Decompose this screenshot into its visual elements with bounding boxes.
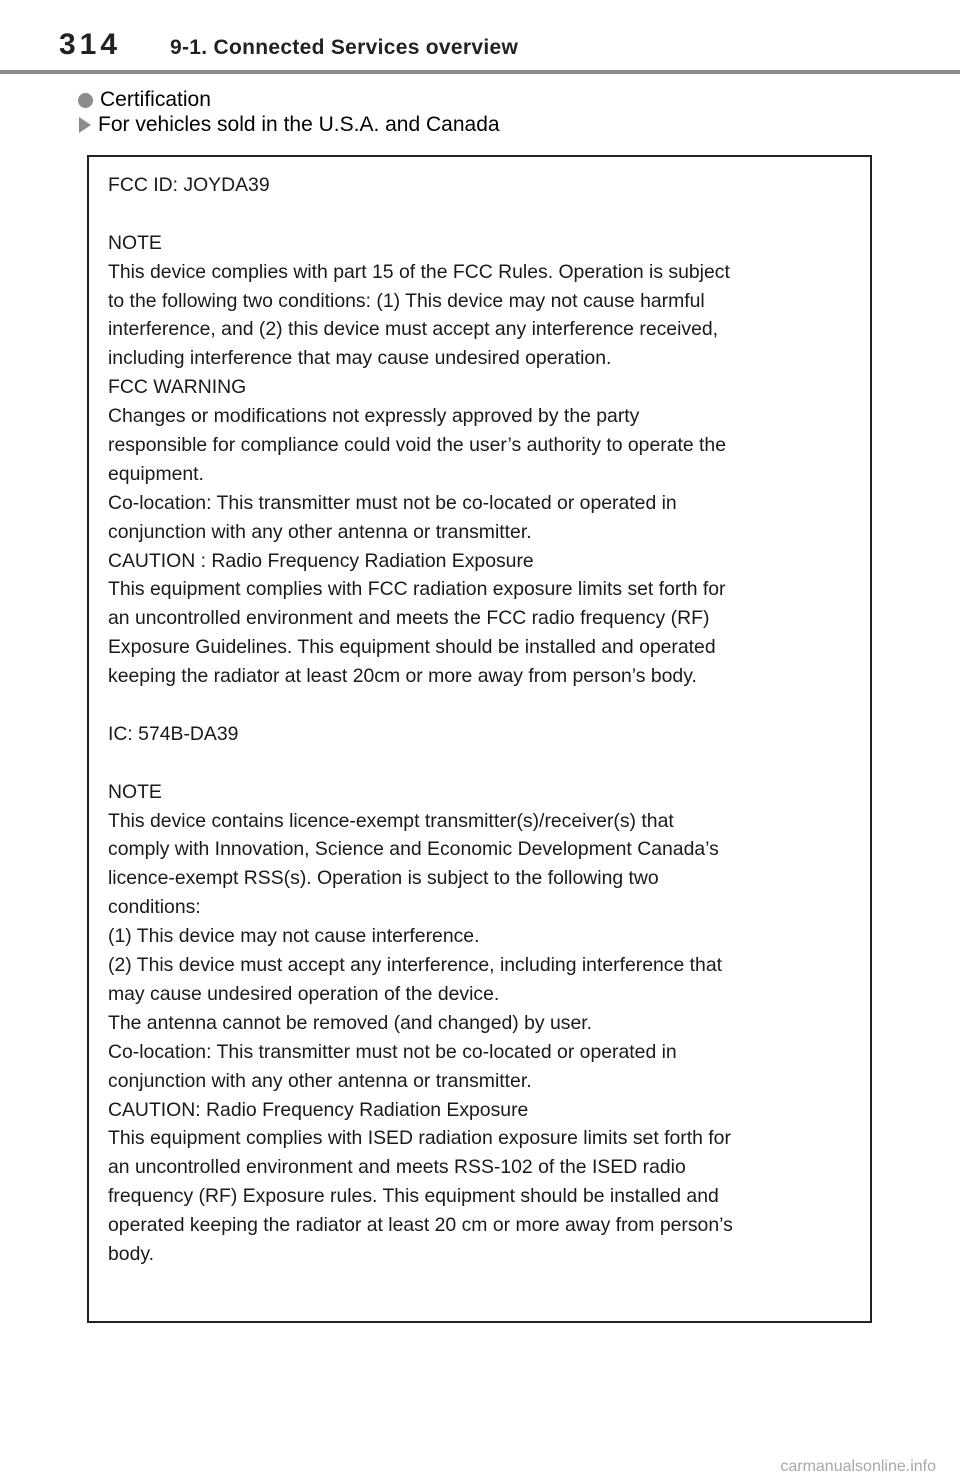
label-line: Exposure Guidelines. This equipment should be installed and operated bbox=[108, 636, 716, 659]
label-line: Changes or modifications not expressly approved by the party bbox=[108, 405, 640, 428]
label-line bbox=[108, 691, 868, 720]
label-line: NOTE bbox=[108, 231, 162, 254]
certification-label-image bbox=[87, 155, 872, 1323]
label-line: keeping the radiator at least 20cm or more away from person’s body. bbox=[108, 665, 697, 688]
label-line: frequency (RF) Exposure rules. This equipment should be installed and bbox=[108, 1185, 719, 1208]
certification-label: Certification bbox=[100, 88, 211, 111]
label-line bbox=[108, 749, 868, 778]
label-line: body. bbox=[108, 1242, 154, 1265]
label-line: NOTE bbox=[108, 780, 162, 803]
label-line: equipment. bbox=[108, 462, 204, 485]
vehicles-label: For vehicles sold in the U.S.A. and Canada bbox=[98, 113, 500, 136]
label-line: CAUTION : Radio Frequency Radiation Exposure bbox=[108, 549, 534, 572]
label-line: This equipment complies with ISED radiation exposure limits set forth for bbox=[108, 1127, 731, 1150]
label-line: may cause undesired operation of the device. bbox=[108, 982, 500, 1005]
label-line: IC: 574B-DA39 bbox=[108, 722, 239, 745]
label-line: conjunction with any other antenna or transmitter. bbox=[108, 520, 532, 543]
label-line: (2) This device must accept any interference, including interference that bbox=[108, 954, 722, 977]
label-line: This device contains licence-exempt transmitter(s)/receiver(s) that bbox=[108, 809, 674, 832]
label-line: to the following two conditions: (1) This device may not cause harmful bbox=[108, 289, 705, 312]
header-rule bbox=[0, 70, 960, 74]
label-line: operated keeping the radiator at least 20 cm or more away from person’s bbox=[108, 1214, 733, 1237]
certification-label-text bbox=[108, 171, 868, 1269]
triangle-arrow-icon bbox=[79, 117, 91, 133]
label-line: an uncontrolled environment and meets RSS-102 of the ISED radio bbox=[108, 1156, 686, 1179]
label-line: licence-exempt RSS(s). Operation is subject to the following two bbox=[108, 867, 659, 890]
section-title: 9-1. Connected Services overview bbox=[170, 36, 519, 59]
label-line: Co-location: This transmitter must not be co-located or operated in bbox=[108, 1040, 677, 1063]
vehicles-subheading bbox=[78, 113, 500, 137]
label-line: This equipment complies with FCC radiation exposure limits set forth for bbox=[108, 578, 726, 601]
label-line: This device complies with part 15 of the FCC Rules. Operation is subject bbox=[108, 260, 730, 283]
label-line: FCC WARNING bbox=[108, 376, 247, 399]
label-line: (1) This device may not cause interference. bbox=[108, 925, 480, 948]
label-line: interference, and (2) this device must accept any interference received, bbox=[108, 318, 719, 341]
label-line: responsible for compliance could void the user’s authority to operate the bbox=[108, 434, 726, 457]
label-line: FCC ID: JOYDA39 bbox=[108, 174, 270, 196]
label-line: Co-location: This transmitter must not be co-located or operated in bbox=[108, 491, 677, 514]
bullet-dot-icon bbox=[78, 93, 93, 108]
label-line: CAUTION: Radio Frequency Radiation Exposure bbox=[108, 1098, 529, 1121]
page-number: 314 bbox=[59, 28, 122, 61]
label-line: conditions: bbox=[108, 896, 201, 919]
label-line: including interference that may cause undesired operation. bbox=[108, 347, 612, 370]
label-line bbox=[108, 200, 868, 229]
watermark: carmanualsonline.info bbox=[780, 1458, 936, 1475]
label-line: conjunction with any other antenna or transmitter. bbox=[108, 1069, 532, 1092]
label-line: The antenna cannot be removed (and changed) by user. bbox=[108, 1011, 593, 1034]
page-header bbox=[0, 0, 960, 76]
certification-heading bbox=[78, 88, 211, 112]
label-line: comply with Innovation, Science and Economic Development Canada’s bbox=[108, 838, 719, 861]
label-line: an uncontrolled environment and meets the FCC radio frequency (RF) bbox=[108, 607, 710, 630]
